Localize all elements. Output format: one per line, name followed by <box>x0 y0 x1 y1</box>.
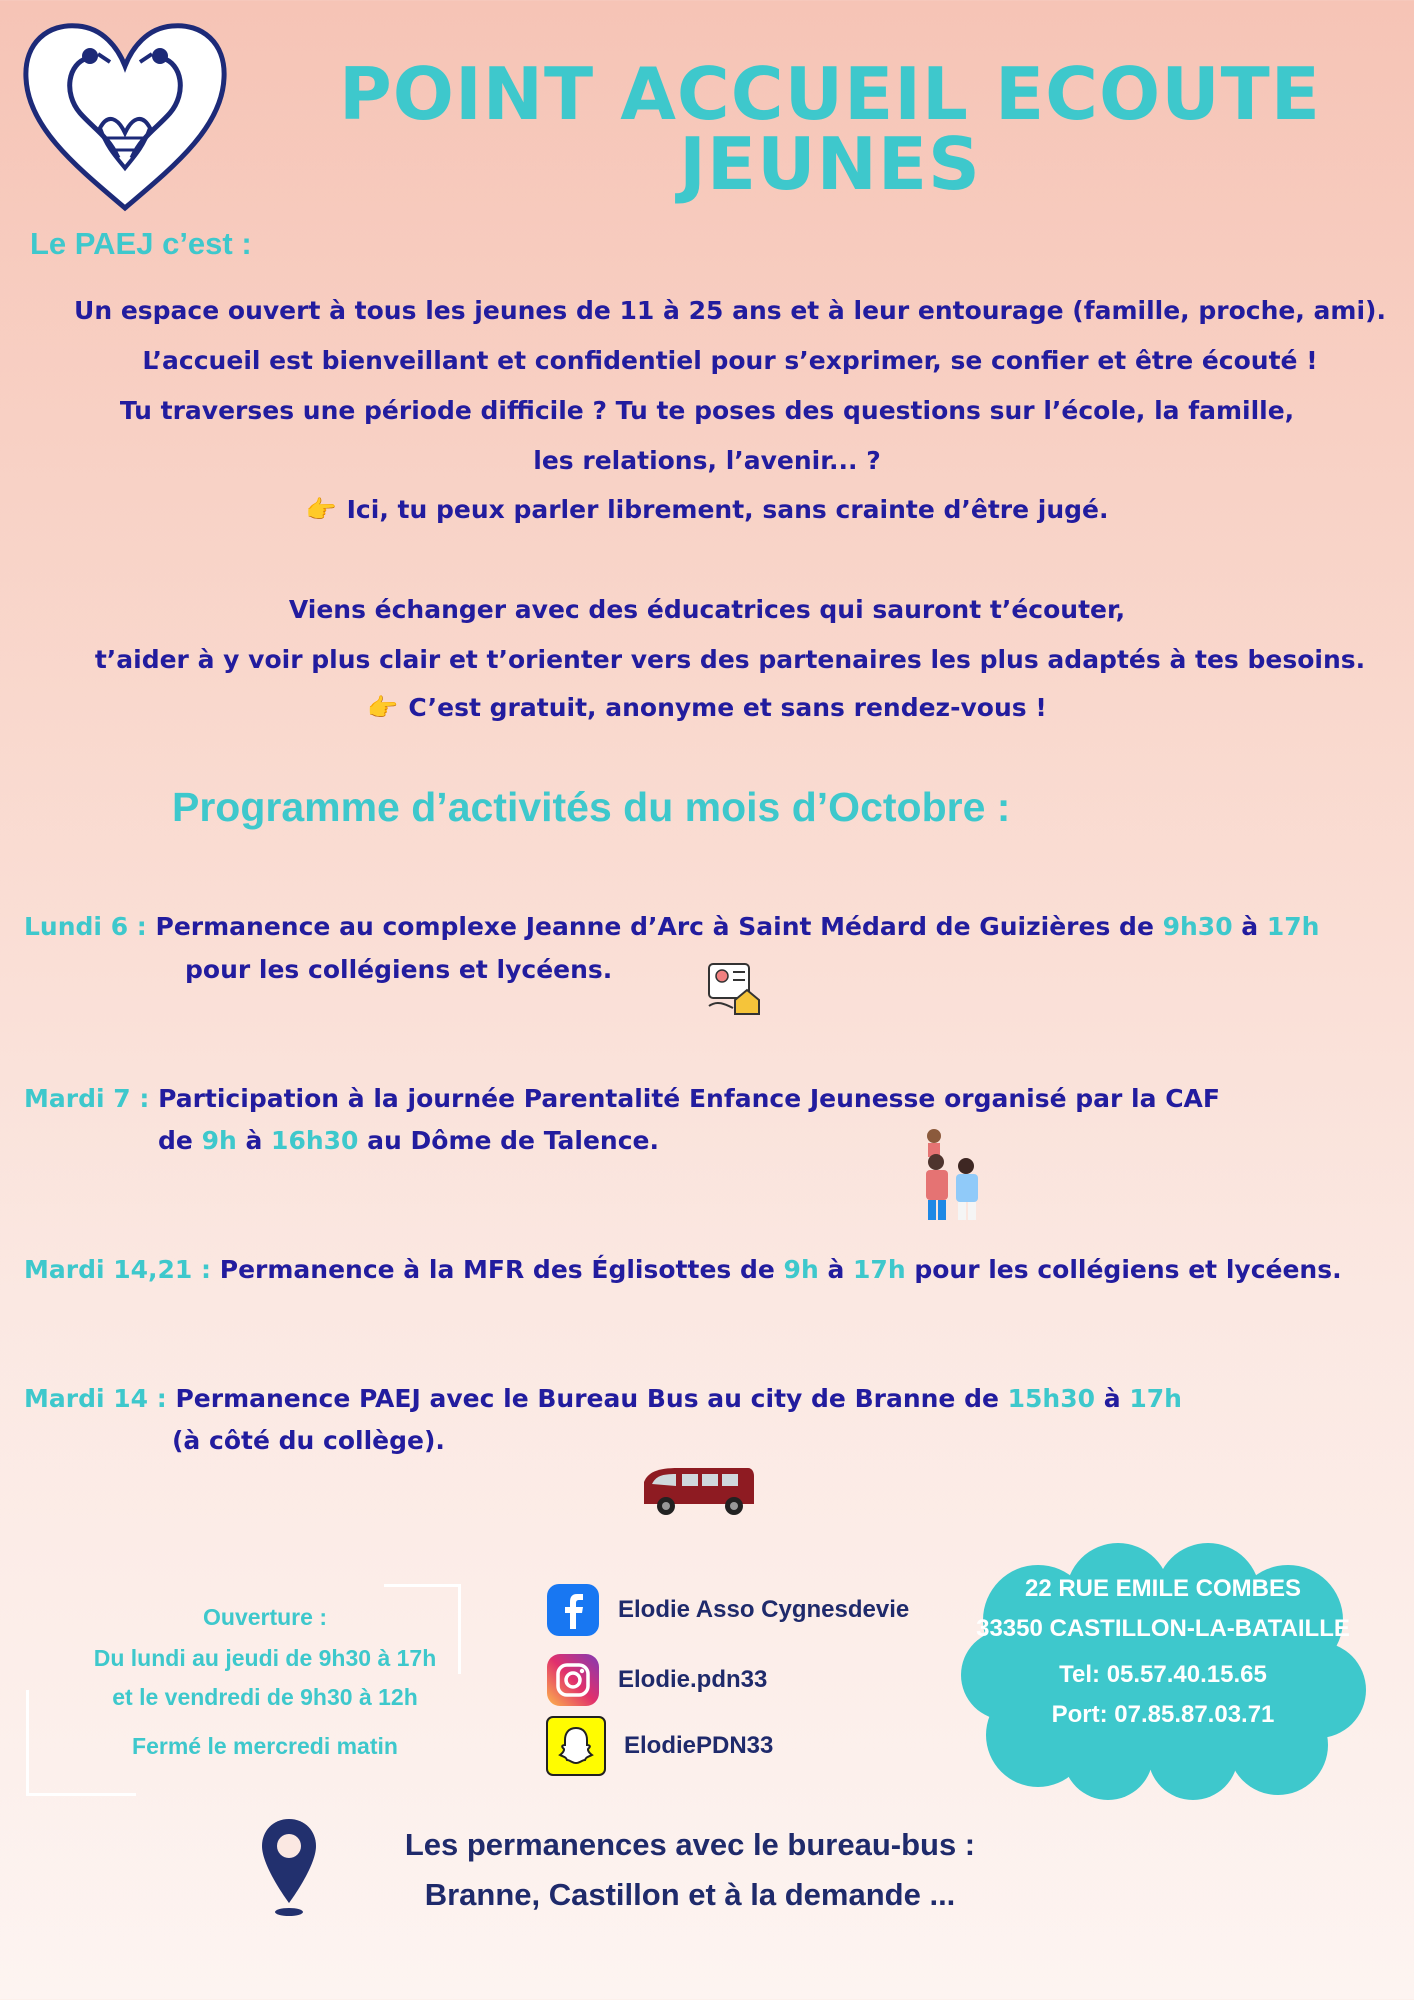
event-text: à <box>818 1255 854 1284</box>
swan-heart-logo <box>18 18 233 213</box>
intro-line: Un espace ouvert à tous les jeunes de 11 à 25 ans et à leur entourage (famille, proche, ami). <box>74 296 1386 325</box>
intro-line: t’aider à y voir plus clair et t’orienter vers des partenaires les plus adaptés à tes besoins. <box>94 645 1366 674</box>
frame-corner-line <box>26 1690 29 1796</box>
intro-heading: Le PAEJ c’est : <box>30 226 252 261</box>
opening-closed-note: Fermé le mercredi matin <box>132 1733 398 1759</box>
event-time: 15h30 <box>1007 1384 1096 1413</box>
page-title-line2: JEUNES <box>679 122 981 206</box>
social-facebook[interactable] <box>546 1582 909 1638</box>
minibus-icon <box>638 1462 758 1518</box>
event-time: 17h <box>853 1255 906 1284</box>
intro-line-text: C’est gratuit, anonyme et sans rendez-vous ! <box>408 693 1047 722</box>
pointing-hand-icon: 👉 <box>367 693 399 722</box>
facebook-handle: Elodie Asso Cygnesdevie <box>618 1596 910 1623</box>
event-text: au Dôme de Talence. <box>358 1126 659 1155</box>
event-date-label: Lundi 6 : <box>24 912 147 941</box>
event-time: 9h30 <box>1162 912 1233 941</box>
event-text: à <box>1095 1384 1130 1413</box>
snapchat-icon <box>546 1716 606 1776</box>
event-text: Permanence au complexe Jeanne d’Arc à Saint Médard de Guizières de <box>155 912 1163 941</box>
page-title-line1: POINT ACCUEIL ECOUTE <box>339 52 1321 136</box>
event-text: à <box>1232 912 1267 941</box>
event-line <box>158 1126 659 1155</box>
contact-mobile: Port: 07.85.87.03.71 <box>1051 1701 1275 1728</box>
pointing-hand-icon: 👉 <box>305 495 337 524</box>
intro-line: Viens échanger avec des éducatrices qui sauront t’écouter, <box>288 595 1126 624</box>
event-line <box>24 912 1319 941</box>
event-date-label: Mardi 14,21 : <box>24 1255 212 1284</box>
snapchat-handle: ElodiePDN33 <box>624 1732 774 1759</box>
event-line: pour les collégiens et lycéens. <box>185 955 613 984</box>
event-text: Permanence PAEJ avec le Bureau Bus au city de Branne de <box>175 1384 1008 1413</box>
contact-address-line1: 22 RUE EMILE COMBES <box>1024 1575 1302 1602</box>
opening-hours-line: et le vendredi de 9h30 à 12h <box>112 1684 418 1710</box>
event-time: 17h <box>1129 1384 1182 1413</box>
bureau-bus-title: Les permanences avec le bureau-bus : <box>404 1827 976 1862</box>
intro-line: les relations, l’avenir... ? <box>533 446 881 475</box>
contact-address-line2: 33350 CASTILLON-LA-BATAILLE <box>976 1615 1350 1642</box>
event-time: 9h <box>783 1255 819 1284</box>
location-pin-icon <box>258 1815 320 1919</box>
contact-phone: Tel: 05.57.40.15.65 <box>1059 1661 1267 1688</box>
facebook-icon <box>546 1583 600 1637</box>
instagram-handle: Elodie.pdn33 <box>618 1666 768 1693</box>
social-snapchat[interactable] <box>546 1718 773 1774</box>
event-line: (à côté du collège). <box>172 1426 445 1455</box>
event-time: 17h <box>1266 912 1320 941</box>
family-illustration-icon <box>906 1126 996 1222</box>
event-date-label: Mardi 7 : <box>24 1084 150 1113</box>
event-time: 16h30 <box>271 1126 359 1155</box>
event-text: Permanence à la MFR des Églisottes de <box>219 1255 784 1284</box>
intro-line-with-pointer <box>0 495 1414 525</box>
opening-hours-line: Du lundi au jeudi de 9h30 à 17h <box>93 1645 437 1671</box>
event-line <box>24 1084 1220 1113</box>
event-text: pour les collégiens et lycéens. <box>905 1255 1342 1284</box>
program-heading: Programme d’activités du mois d’Octobre : <box>172 784 1011 830</box>
instagram-icon <box>546 1653 600 1707</box>
event-text: à <box>236 1126 272 1155</box>
event-text: Participation à la journée Parentalité Enfance Jeunesse organisé par la CAF <box>158 1084 1220 1113</box>
event-line <box>24 1255 1342 1284</box>
bureau-bus-locations: Branne, Castillon et à la demande ... <box>424 1877 956 1912</box>
intro-line-with-pointer <box>0 693 1414 723</box>
intro-line: L’accueil est bienveillant et confidentiel pour s’exprimer, se confier et être écouté ! <box>142 346 1318 375</box>
event-time: 9h <box>201 1126 237 1155</box>
intro-line-text: Ici, tu peux parler librement, sans crainte d’être jugé. <box>346 495 1109 524</box>
event-date-label: Mardi 14 : <box>24 1384 167 1413</box>
social-instagram[interactable] <box>546 1652 767 1708</box>
id-card-house-icon <box>705 960 763 1018</box>
opening-title: Ouverture : <box>203 1604 327 1630</box>
frame-corner-line <box>384 1584 460 1587</box>
frame-corner-line <box>26 1793 136 1796</box>
event-line <box>24 1384 1182 1413</box>
intro-line: Tu traverses une période difficile ? Tu te poses des questions sur l’école, la famille, <box>119 396 1295 425</box>
event-text: de <box>158 1126 202 1155</box>
